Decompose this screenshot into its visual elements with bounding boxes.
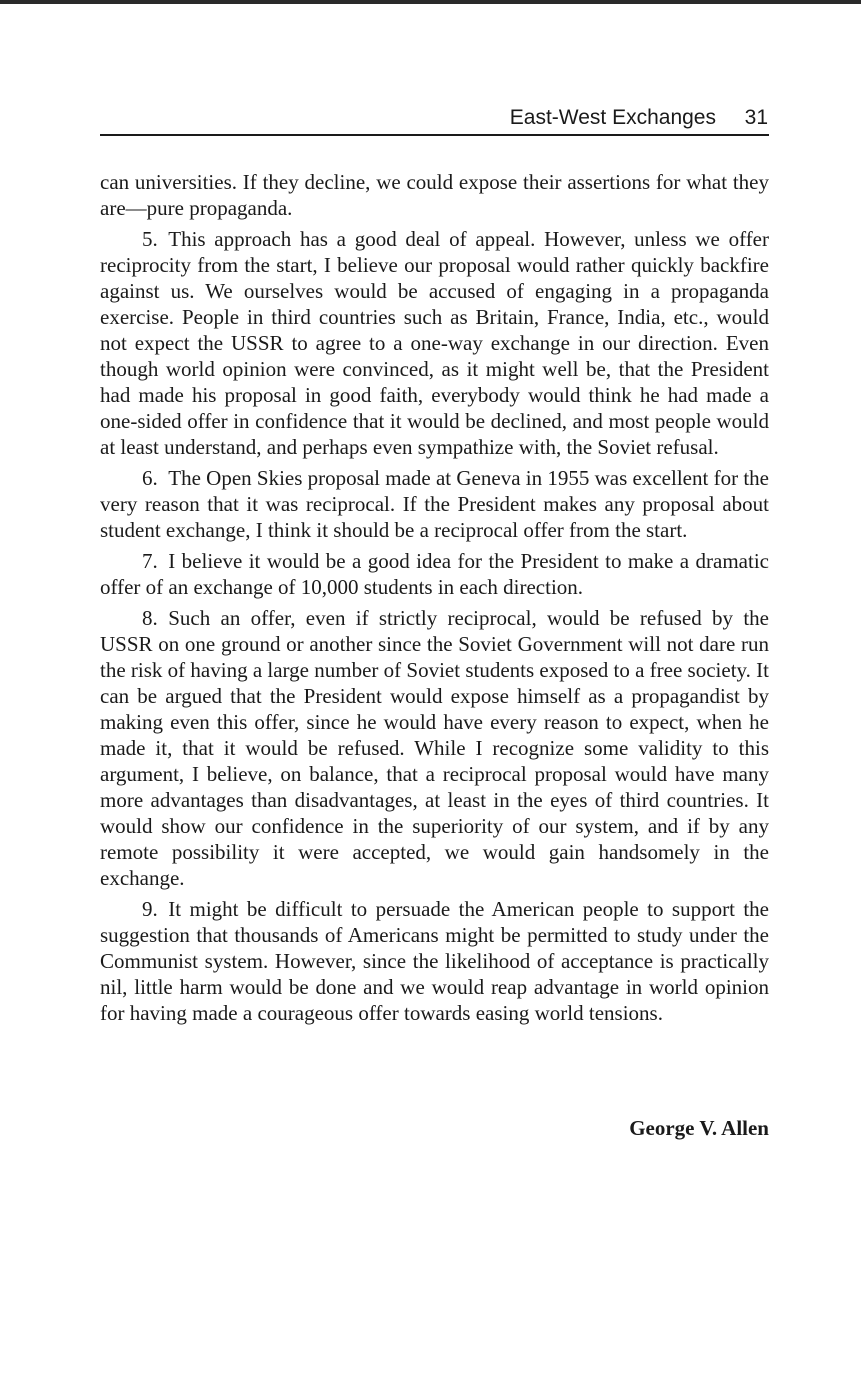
page-number: 31 (744, 106, 768, 129)
paragraph-7: 7. I believe it would be a good idea for the President to make a dramatic offer of an exchange of 10,000 students in each direction. (100, 549, 769, 599)
paragraph-6: 6. The Open Skies proposal made at Geneva in 1955 was excellent for the very reason that it was reciprocal. If the President makes any proposal about student exchange, I think it should be a reciprocal offer from the start. (100, 466, 769, 542)
signature: George V. Allen (629, 1116, 769, 1140)
paragraph-continuation: can universities. If they decline, we could expose their assertions for what they are—pure propaganda. (100, 170, 769, 220)
paragraph-8: 8. Such an offer, even if strictly reciprocal, would be refused by the USSR on one ground or another since the Soviet Government will not dare run the risk of having a large number of Soviet students exposed to a free society. It can be argued that the President would expose himself as a propagandist by making even this offer, since he would have every reason to expect, when he made it, that it would be refused. While I recognize some validity to this argument, I believe, on balance, that a reciprocal proposal would have many more advantages than disadvantages, at least in the eyes of third countries. It would show our confidence in the superiority of our system, and if by any remote possibility it were accepted, we would gain handsomely in the exchange. (100, 606, 769, 890)
paragraph-9: 9. It might be difficult to persuade the American people to support the suggestion that thousands of Americans might be permitted to study under the Communist system. However, since the likelihood of acceptance is practically nil, little harm would be done and we would reap advantage in world opinion for having made a courageous offer towards easing world tensions. (100, 897, 769, 1025)
running-head-title: East-West Exchanges (509, 106, 716, 129)
paragraph-5: 5. This approach has a good deal of appeal. However, unless we offer reciprocity from the start, I believe our proposal would rather quickly backfire against us. We ourselves would be accused of engaging in a propaganda exercise. People in third countries such as Britain, France, India, etc., would not expect the USSR to agree to a one-way exchange in our direction. Even though world opinion were convinced, as it might well be, that the President had made his proposal in good faith, everybody would think he had made a one-sided offer in confidence that it would be declined, and most people would at least understand, and perhaps even sympathize with, the Soviet refusal. (100, 227, 769, 459)
body-text (100, 169, 769, 1031)
page-top-edge (0, 0, 861, 4)
running-header (100, 104, 769, 136)
